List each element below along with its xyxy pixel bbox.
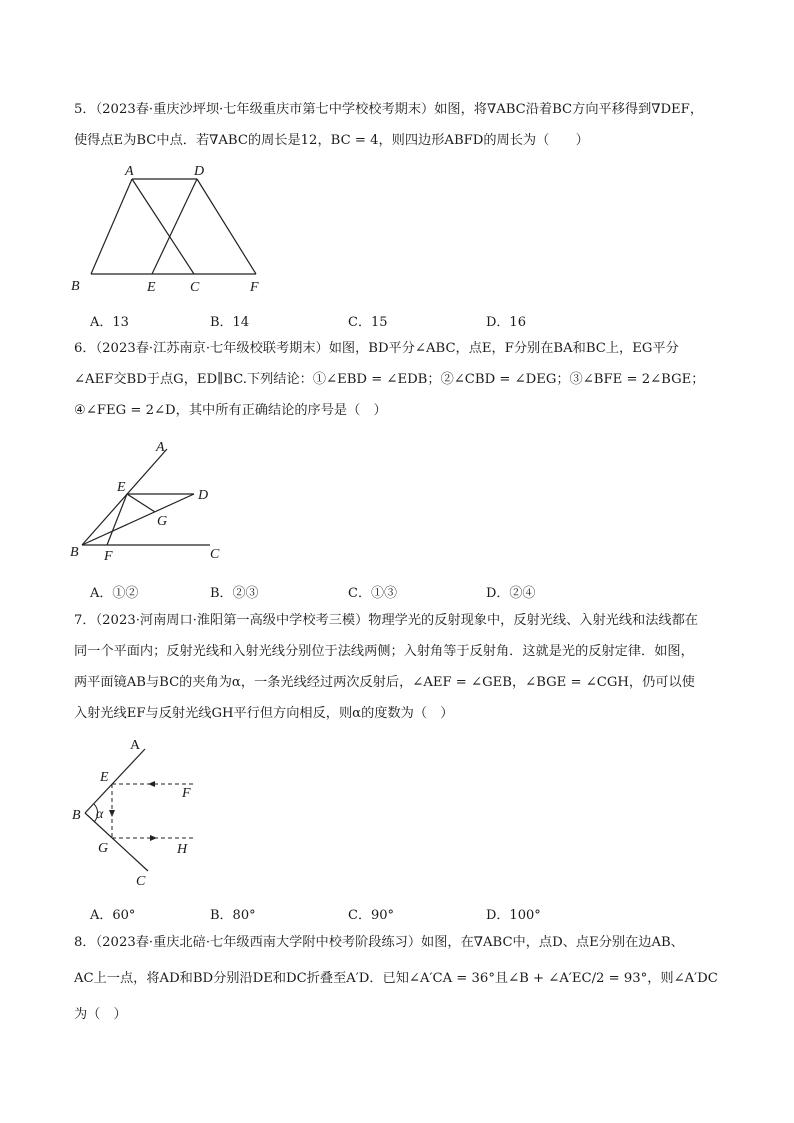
q6-line-3: ④∠FEG = 2∠D，其中所有正确结论的序号是（ ） [74, 403, 387, 418]
q5-option-d[interactable]: D．16 [486, 315, 526, 330]
q5-label-e: E [147, 280, 156, 295]
q5-line-1: 5．（2023春·重庆沙坪坝·七年级重庆市第七中学校校考期末）如图，将∇ABC沿着BC方向平移得到∇DEF， [74, 102, 704, 117]
q5-label-b: B [71, 279, 80, 294]
q6-option-b[interactable]: B．②③ [210, 586, 259, 601]
q7-label-b: B [72, 808, 81, 823]
q7-option-c[interactable]: C．90° [348, 908, 394, 923]
q7-arrow-down [109, 810, 115, 817]
q6-figure [60, 432, 250, 567]
q7-mirror-ab [85, 749, 145, 813]
q7-arrow-right [150, 835, 157, 841]
q5-option-b[interactable]: B．14 [210, 315, 250, 330]
q6-label-d: D [198, 488, 209, 503]
q5-label-c: C [190, 280, 200, 295]
q7-label-e: E [100, 770, 109, 785]
q7-figure [60, 733, 220, 893]
q5-segment-ab [91, 179, 132, 274]
q7-arrow-left [148, 781, 155, 787]
q6-option-c[interactable]: C．①③ [348, 586, 397, 601]
q7-option-d[interactable]: D．100° [486, 908, 541, 923]
q6-label-b: B [70, 545, 79, 560]
q7-line-3: 两平面镜AB与BC的夹角为α，一条光线经过两次反射后，∠AEF = ∠GEB，∠BGE = ∠CGH，仍可以使 [74, 675, 695, 690]
q6-ray-ba [82, 449, 167, 545]
q6-label-g: G [157, 514, 168, 529]
q5-figure [60, 158, 280, 298]
q5-label-d: D [194, 164, 205, 179]
q7-option-b[interactable]: B．80° [210, 908, 256, 923]
q7-option-a[interactable]: A．60° [90, 908, 136, 923]
q7-label-c: C [136, 874, 146, 889]
q7-label-alpha: α [96, 807, 104, 822]
q6-label-f: F [104, 549, 113, 564]
q8-line-2: AC上一点，将AD和BD分别沿DE和DC折叠至A′D．已知∠A′CA = 36°且∠B + ∠A′EC/2 = 93°，则∠A′DC [74, 971, 718, 986]
q7-line-4: 入射光线EF与反射光线GH平行但方向相反，则α的度数为（ ） [74, 706, 454, 721]
q5-option-a[interactable]: A．13 [90, 315, 129, 330]
q7-label-f: F [182, 786, 191, 801]
q5-label-f: F [250, 280, 259, 295]
q6-label-e: E [117, 480, 126, 495]
q5-segment-de [152, 179, 197, 274]
q5-label-a: A [125, 164, 134, 179]
q7-label-h: H [177, 842, 188, 857]
q7-line-1: 7．（2023·河南周口·淮阳第一高级中学校考三模）物理学光的反射现象中，反射光线、入射光线和法线都在 [74, 613, 698, 628]
q8-line-3: 为（ ） [74, 1007, 127, 1022]
q6-option-a[interactable]: A．①② [90, 586, 139, 601]
q6-label-a: A [156, 440, 165, 455]
q5-option-c[interactable]: C．15 [348, 315, 388, 330]
q6-option-d[interactable]: D．②④ [486, 586, 536, 601]
q6-label-c: C [210, 547, 220, 562]
q5-line-2: 使得点E为BC中点．若∇ABC的周长是12，BC = 4，则四边形ABFD的周长为（ ） [74, 133, 589, 148]
q5-segment-df [197, 179, 256, 274]
q7-line-2: 同一个平面内；反射光线和入射光线分别位于法线两侧；入射角等于反射角．这就是光的反射定律．如图， [74, 644, 694, 659]
q8-line-1: 8．（2023春·重庆北碚·七年级西南大学附中校考阶段练习）如图，在∇ABC中，点D、点E分别在边AB、 [74, 935, 684, 950]
q6-line-2: ∠AEF交BD于点G，ED∥BC.下列结论：①∠EBD = ∠EDB；②∠CBD = ∠DEG；③∠BFE = 2∠BGE； [74, 372, 705, 387]
q7-label-a: A [130, 738, 141, 753]
q6-line-1: 6．（2023春·江苏南京·七年级校联考期末）如图，BD平分∠ABC，点E，F分别在BA和BC上，EG平分 [74, 341, 679, 356]
q6-segment-ef [107, 494, 127, 545]
q7-label-g: G [98, 841, 109, 856]
q6-segment-eg [127, 494, 155, 512]
q5-segment-ac [132, 179, 194, 274]
